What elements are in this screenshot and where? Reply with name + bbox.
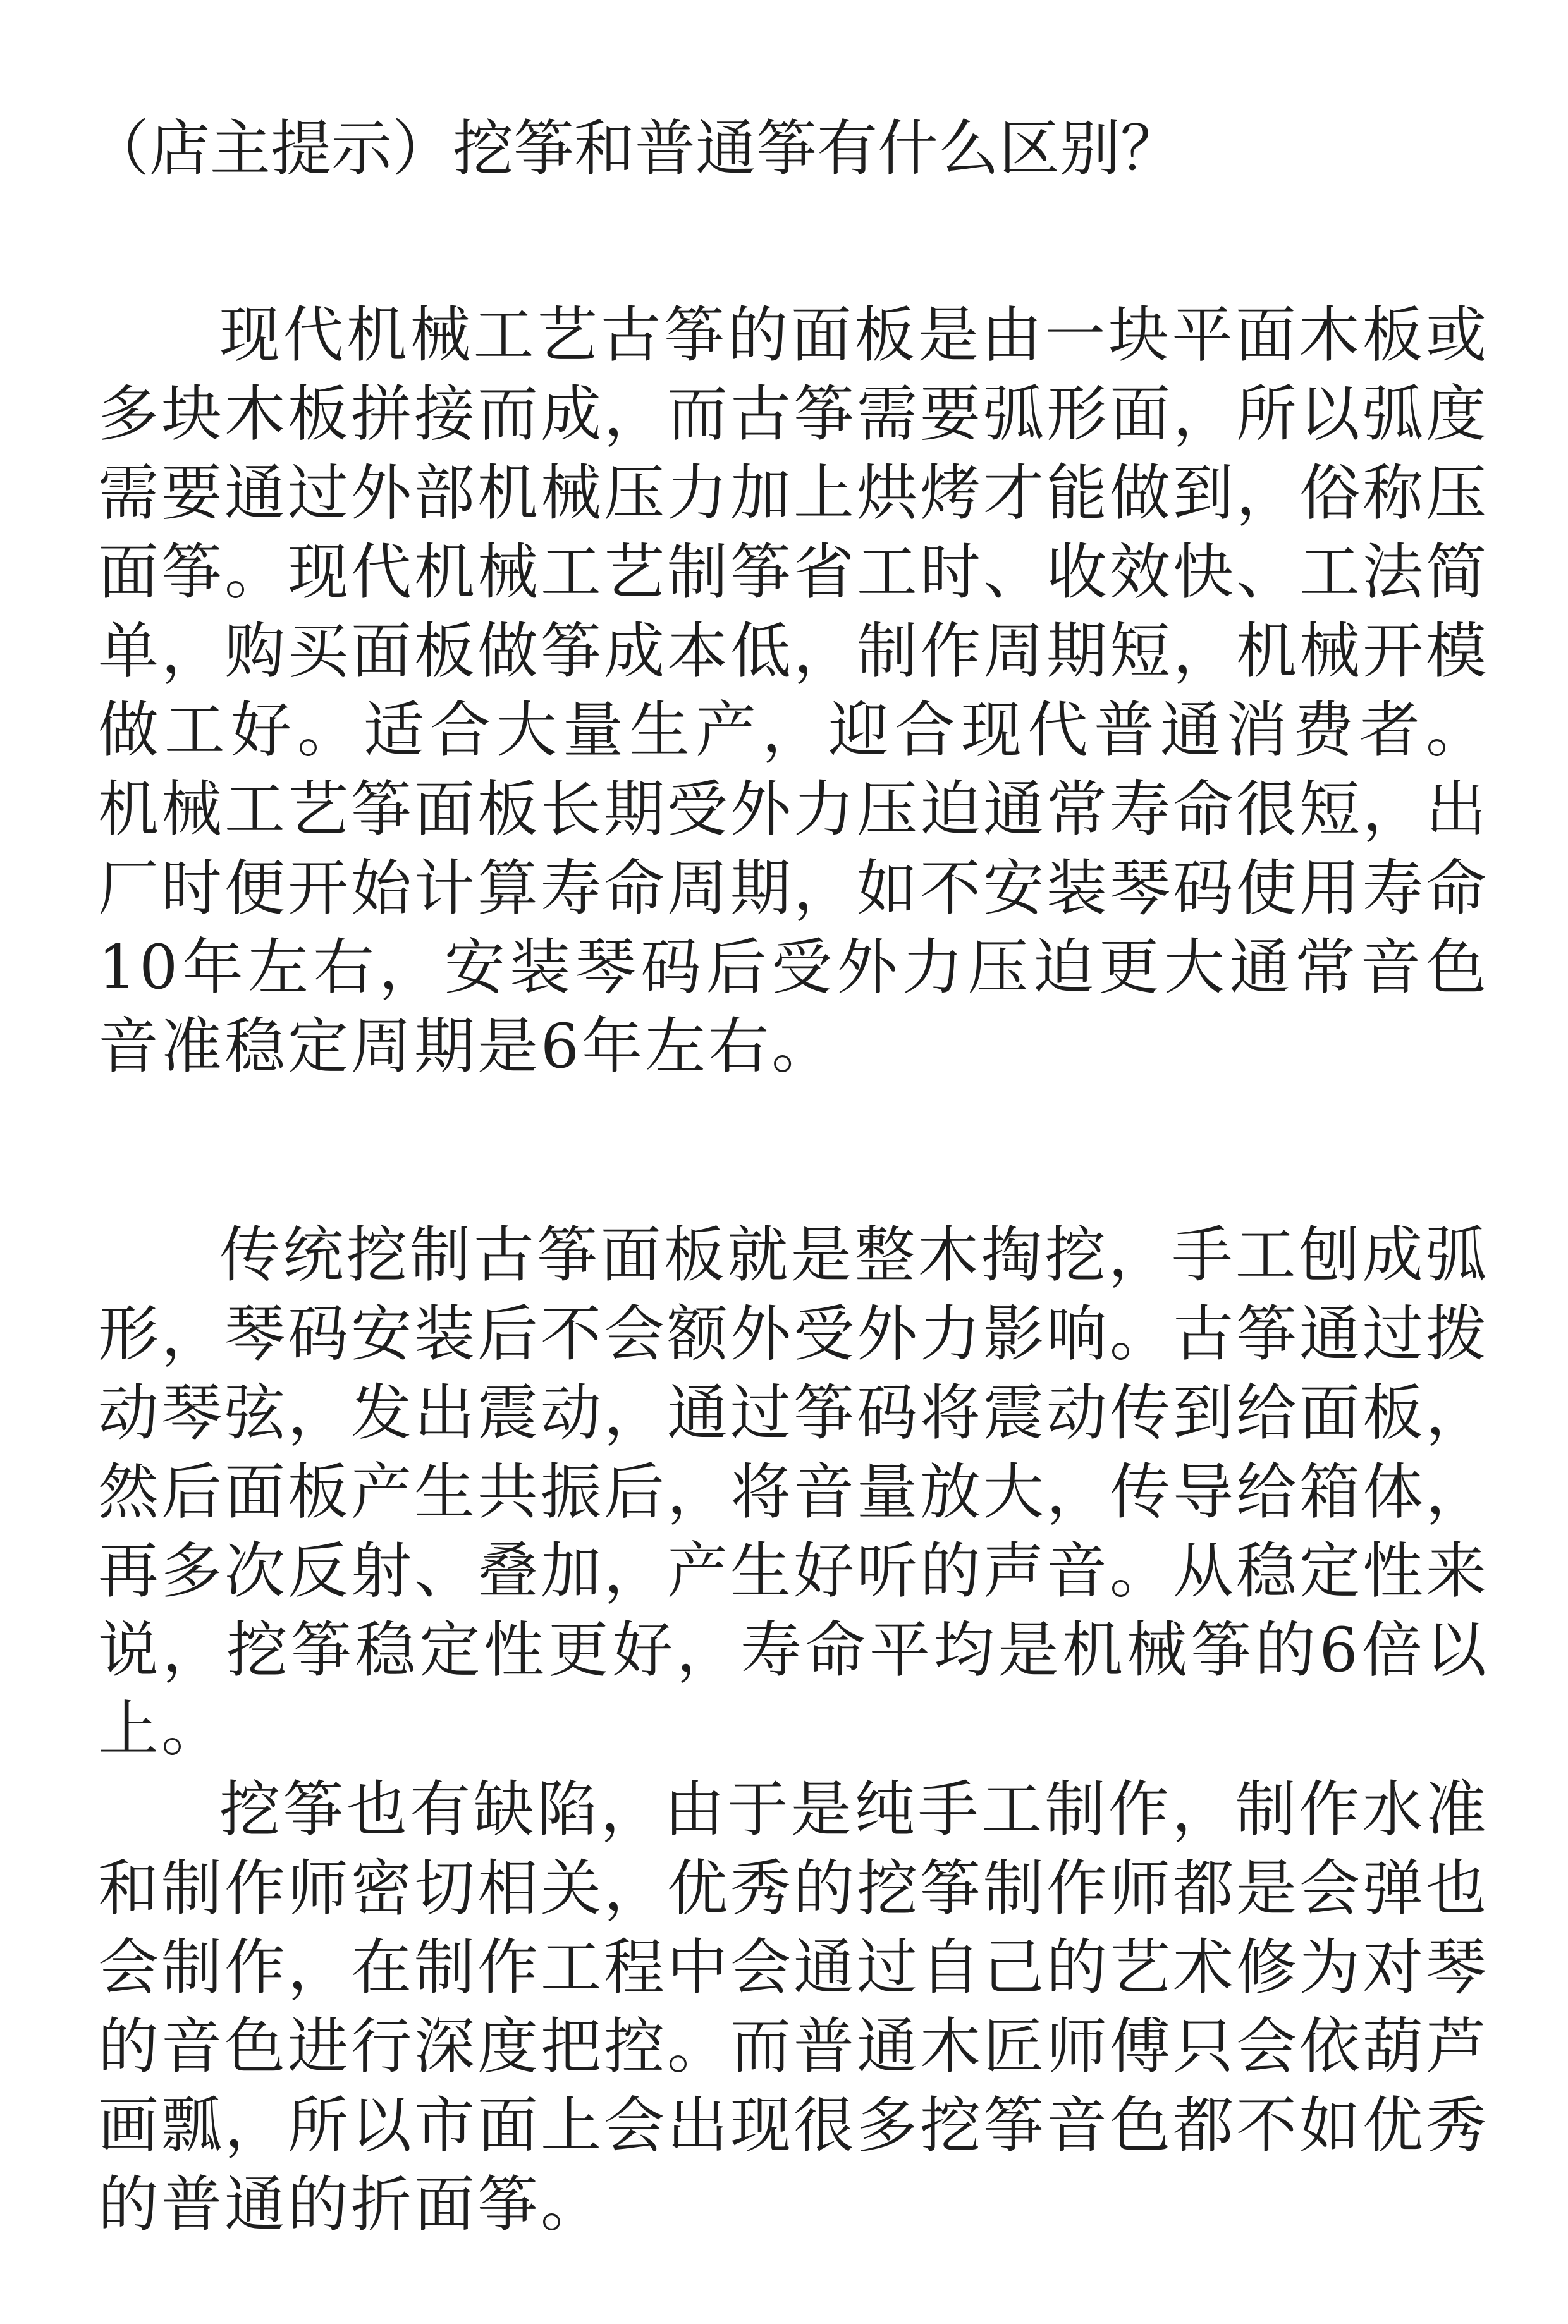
paragraph-wa-zheng-drawbacks: 挖筝也有缺陷，由于是纯手工制作，制作水准和制作师密切相关，优秀的挖筝制作师都是会弹也会制作，在制作工程中会通过自己的艺术修为对琴的音色进行深度把控。而普通木匠师傅只会依葫芦画瓢，所以市面上会出现很多挖筝音色都不如优秀的普通的折面筝。 — [98, 1774, 1489, 2240]
document-title: （店主提示）挖筝和普通筝有什么区别？ — [89, 113, 1181, 184]
paragraph-machine-zheng: 现代机械工艺古筝的面板是由一块平面木板或多块木板拼接而成，而古筝需要弧形面，所以弧度需要通过外部机械压力加上烘烤才能做到，俗称压面筝。现代机械工艺制筝省工时、收效快、工法简单，购买面板做筝成本低，制作周期短，机械开模做工好。适合大量生产，迎合现代普通消费者。 机械工艺筝面板长期受外力压迫通常寿命很短，出厂时便开始计算寿命周期，如不安装琴码使用寿命10年左右，安装琴码后受外力压迫更大通常音色音准稳定周期是6年左右。 — [98, 300, 1489, 1082]
paragraph-traditional-zheng: 传统挖制古筝面板就是整木掏挖，手工刨成弧形，琴码安装后不会额外受外力影响。古筝通过拨动琴弦，发出震动，通过筝码将震动传到给面板，然后面板产生共振后，将音量放大，传导给箱体，再多次反射、叠加，产生好听的声音。从稳定性来说，挖筝稳定性更好，寿命平均是机械筝的6倍以上。 — [98, 1220, 1489, 1764]
